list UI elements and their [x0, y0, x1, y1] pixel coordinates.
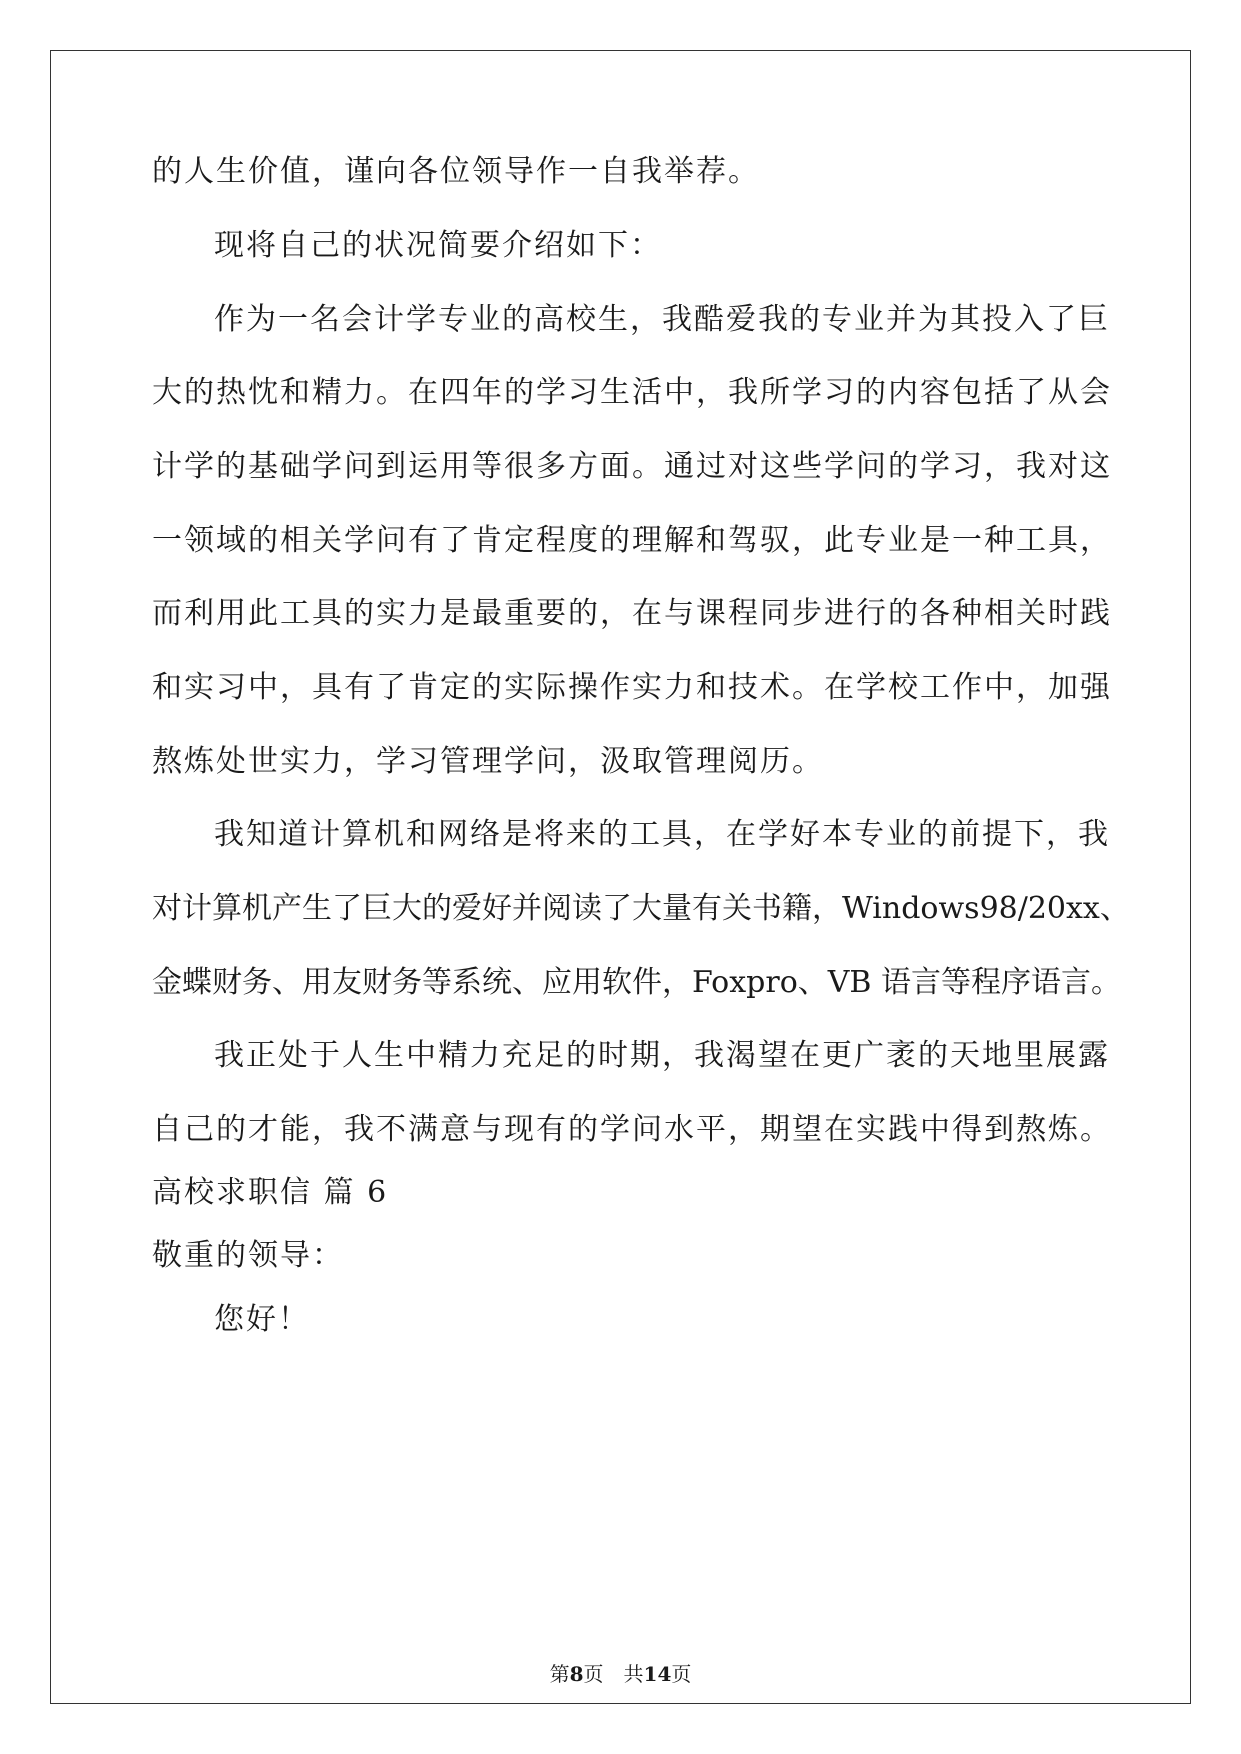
body-line: 作为一名会计学专业的高校生，我酷爱我的专业并为其投入了巨: [214, 302, 1110, 337]
body-line: 计学的基础学问到运用等很多方面。通过对这些学问的学习，我对这: [152, 449, 1112, 484]
body-line: 自己的才能，我不满意与现有的学问水平，期望在实践中得到熬炼。: [152, 1112, 1112, 1147]
salutation: 敬重的领导：: [152, 1238, 344, 1273]
page-number-footer: [0, 1662, 1241, 1686]
page-prefix: 第: [549, 1662, 570, 1686]
page-border: [50, 50, 1191, 1704]
body-line: 我知道计算机和网络是将来的工具，在学好本专业的前提下，我: [214, 817, 1110, 852]
body-line: 的人生价值，谨向各位领导作一自我举荐。: [152, 154, 760, 189]
body-line: 一领域的相关学问有了肯定程度的理解和驾驭，此专业是一种工具，: [152, 523, 1112, 558]
body-line: 而利用此工具的实力是最重要的，在与课程同步进行的各种相关时践: [152, 596, 1112, 631]
body-line: 我正处于人生中精力充足的时期，我渴望在更广袤的天地里展露: [214, 1038, 1110, 1073]
page-current: 8: [569, 1662, 584, 1686]
body-line: 现将自己的状况简要介绍如下：: [214, 228, 662, 263]
page-mid: 页 共: [583, 1662, 644, 1686]
body-line: 熬炼处世实力，学习管理学问，汲取管理阅历。: [152, 744, 824, 779]
page-total: 14: [643, 1662, 672, 1686]
body-line: 和实习中，具有了肯定的实际操作实力和技术。在学校工作中，加强: [152, 670, 1112, 705]
greeting: 您好！: [214, 1302, 310, 1337]
section-heading: 高校求职信 篇 6: [152, 1175, 389, 1210]
body-line: 对计算机产生了巨大的爱好并阅读了大量有关书籍，Windows98/20xx、: [152, 891, 1130, 926]
page-suffix: 页: [671, 1662, 692, 1686]
body-line: 大的热忱和精力。在四年的学习生活中，我所学习的内容包括了从会: [152, 375, 1112, 410]
body-line: 金蝶财务、用友财务等系统、应用软件，Foxpro、VB 语言等程序语言。: [152, 965, 1122, 1000]
